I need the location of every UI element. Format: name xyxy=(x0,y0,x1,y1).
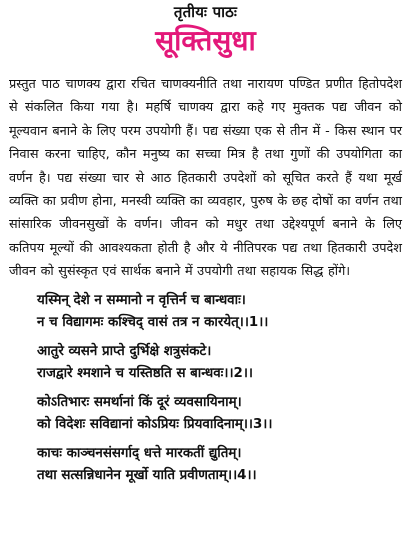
verse-line: न च विद्यागमः कश्चिद् वासं तत्र न कारयेत्।।1।। xyxy=(37,314,269,330)
verse-line: आतुरे व्यसने प्राप्ते दुर्भिक्षे शत्रुसंकटे। xyxy=(37,343,212,359)
verse-2 xyxy=(37,341,402,385)
textbook-page xyxy=(0,3,412,543)
verse-line: को विदेशः सविद्यानां कोऽप्रियः प्रियवादिनाम्।।3।। xyxy=(37,416,273,432)
verse-line: कोऽतिभारः समर्थानां किं दूरं व्यवसायिनाम्। xyxy=(37,394,242,410)
verse-line: यस्मिन् देशे न सम्मानो न वृत्तिर्न च बान्धवाः। xyxy=(37,292,246,308)
verse-line: तथा सत्सन्निधानेन मूर्खो याति प्रवीणताम्।।4।। xyxy=(37,467,257,483)
verse-line: राजद्वारे श्मशाने च यस्तिष्ठति स बान्धवः।।2।। xyxy=(37,365,253,381)
verse-3 xyxy=(37,392,402,436)
lesson-title: सूक्तिसुधा xyxy=(155,24,256,57)
intro-paragraph: प्रस्तुत पाठ चाणक्य द्वारा रचित चाणक्यनीति तथा नारायण पण्डित प्रणीत हितोपदेश से संकलित किया गया है। महर्षि चाणक्य द्वारा कहे गए मुक्तक पद्य जीवन को मूल्यवान बनाने के लिए परम उपयोगी हैं। पद्य संख्या एक से तीन में - किस स्थान पर निवास करना चाहिए, कौन मनुष्य का सच्चा मित्र है तथा गुणों की उपयोगिता का वर्णन है। पद्य संख्या चार से आठ हितकारी उपदेशों को सूचित करते हैं यथा मूर्ख व्यक्ति का प्रवीण होना, मनस्वी व्यक्ति का व्यवहार, पुरुष के छह दोषों का वर्णन तथा सांसारिक जीवनसुखों के वर्णन। जीवन को मधुर तथा उद्देश्यपूर्ण बनाने के लिए कतिपय मूल्यों की आवश्यकता होती है और ये नीतिपरक पद्य तथा हितकारी उपदेश जीवन को सुसंस्कृत एवं सार्थक बनाने में उपयोगी तथा सहायक सिद्ध होंगे। xyxy=(9,77,402,280)
chapter-heading: तृतीयः पाठः xyxy=(173,3,238,21)
verse-4 xyxy=(37,443,402,487)
verse-line: काचः काञ्चनसंसर्गाद् धत्ते मारकतीं द्युतिम्। xyxy=(37,445,242,461)
verse-1 xyxy=(37,290,402,334)
verse-list xyxy=(9,290,402,487)
